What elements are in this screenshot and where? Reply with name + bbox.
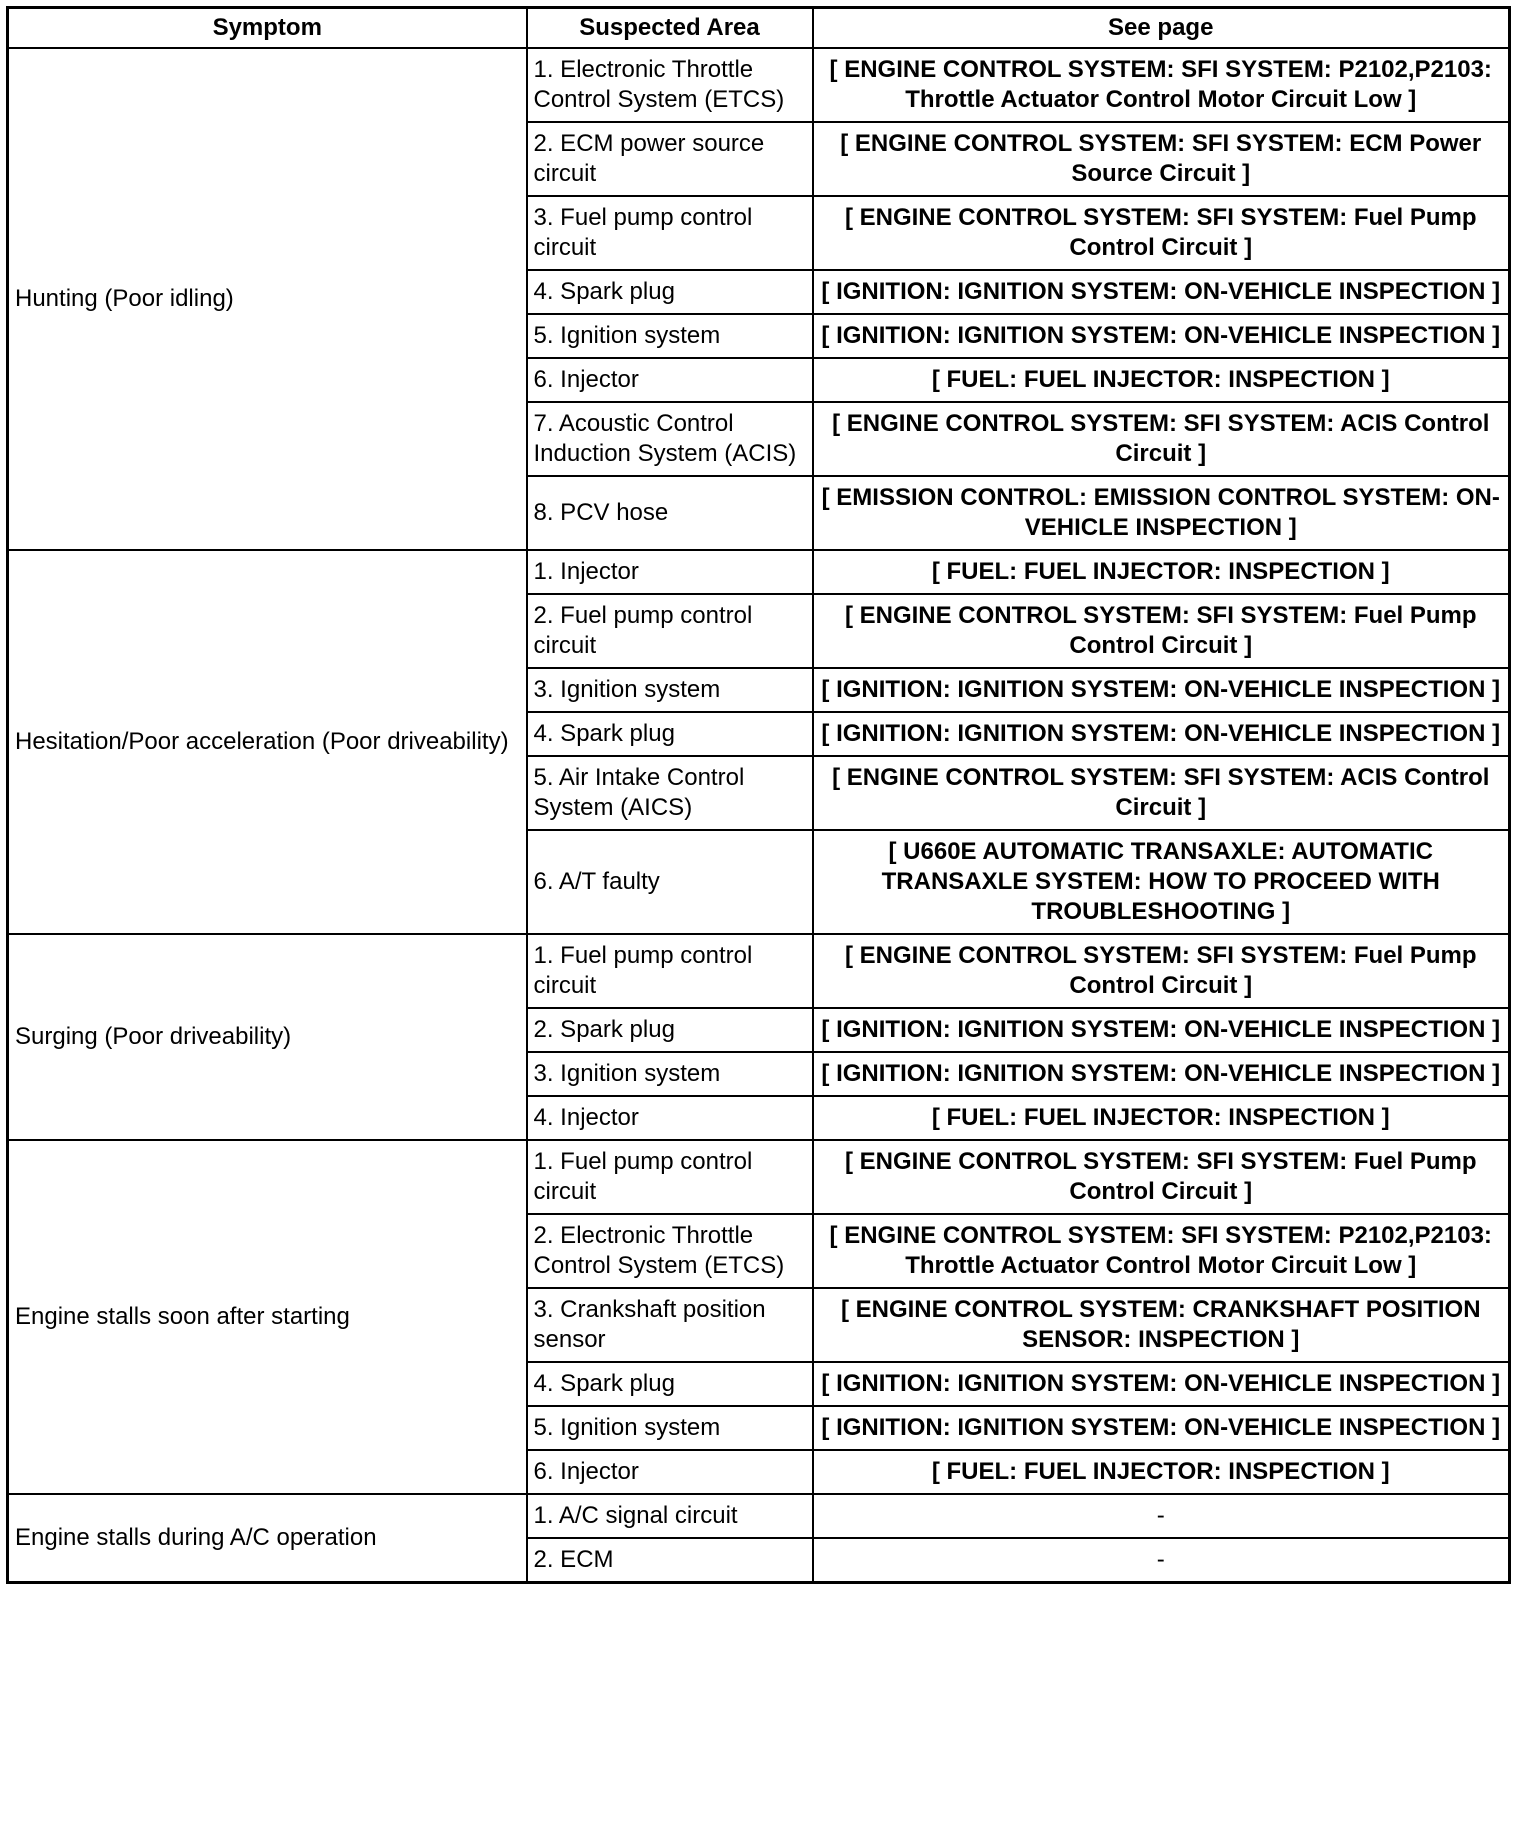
page bbox=[6, 6, 1511, 1584]
suspected-area-cell: 5. Ignition system bbox=[527, 314, 813, 358]
symptom-cell: Engine stalls during A/C operation bbox=[8, 1494, 527, 1583]
suspected-area-cell: 1. Electronic Throttle Control System (ETCS) bbox=[527, 48, 813, 122]
see-page-cell: [ FUEL: FUEL INJECTOR: INSPECTION ] bbox=[813, 550, 1510, 594]
see-page-cell: [ IGNITION: IGNITION SYSTEM: ON-VEHICLE INSPECTION ] bbox=[813, 712, 1510, 756]
suspected-area-cell: 3. Ignition system bbox=[527, 1052, 813, 1096]
see-page-cell: [ ENGINE CONTROL SYSTEM: SFI SYSTEM: ACIS Control Circuit ] bbox=[813, 756, 1510, 830]
table-row bbox=[8, 48, 1510, 122]
see-page-cell: [ IGNITION: IGNITION SYSTEM: ON-VEHICLE INSPECTION ] bbox=[813, 270, 1510, 314]
see-page-cell: [ ENGINE CONTROL SYSTEM: SFI SYSTEM: ACIS Control Circuit ] bbox=[813, 402, 1510, 476]
table-row bbox=[8, 934, 1510, 1008]
suspected-area-cell: 3. Fuel pump control circuit bbox=[527, 196, 813, 270]
see-page-cell: [ ENGINE CONTROL SYSTEM: CRANKSHAFT POSITION SENSOR: INSPECTION ] bbox=[813, 1288, 1510, 1362]
suspected-area-cell: 2. Electronic Throttle Control System (ETCS) bbox=[527, 1214, 813, 1288]
header-row bbox=[8, 8, 1510, 49]
suspected-area-cell: 1. Fuel pump control circuit bbox=[527, 934, 813, 1008]
see-page-cell: [ FUEL: FUEL INJECTOR: INSPECTION ] bbox=[813, 1450, 1510, 1494]
suspected-area-cell: 6. Injector bbox=[527, 1450, 813, 1494]
see-page-cell: [ IGNITION: IGNITION SYSTEM: ON-VEHICLE INSPECTION ] bbox=[813, 1052, 1510, 1096]
suspected-area-cell: 2. ECM bbox=[527, 1538, 813, 1583]
suspected-area-cell: 5. Ignition system bbox=[527, 1406, 813, 1450]
suspected-area-cell: 2. Spark plug bbox=[527, 1008, 813, 1052]
table-row bbox=[8, 550, 1510, 594]
suspected-area-cell: 4. Injector bbox=[527, 1096, 813, 1140]
symptom-cell: Hesitation/Poor acceleration (Poor driveability) bbox=[8, 550, 527, 934]
suspected-area-cell: 1. Injector bbox=[527, 550, 813, 594]
see-page-cell: [ ENGINE CONTROL SYSTEM: SFI SYSTEM: Fuel Pump Control Circuit ] bbox=[813, 934, 1510, 1008]
see-page-cell: [ ENGINE CONTROL SYSTEM: SFI SYSTEM: P2102,P2103: Throttle Actuator Control Motor Circuit Low ] bbox=[813, 1214, 1510, 1288]
see-page-cell: [ IGNITION: IGNITION SYSTEM: ON-VEHICLE INSPECTION ] bbox=[813, 668, 1510, 712]
see-page-cell: [ IGNITION: IGNITION SYSTEM: ON-VEHICLE INSPECTION ] bbox=[813, 1008, 1510, 1052]
suspected-area-cell: 1. Fuel pump control circuit bbox=[527, 1140, 813, 1214]
see-page-cell: [ ENGINE CONTROL SYSTEM: SFI SYSTEM: ECM Power Source Circuit ] bbox=[813, 122, 1510, 196]
header-suspected-area: Suspected Area bbox=[527, 8, 813, 49]
header-see-page: See page bbox=[813, 8, 1510, 49]
see-page-cell: - bbox=[813, 1538, 1510, 1583]
see-page-cell: [ IGNITION: IGNITION SYSTEM: ON-VEHICLE INSPECTION ] bbox=[813, 1362, 1510, 1406]
table-row bbox=[8, 1494, 1510, 1538]
suspected-area-cell: 6. A/T faulty bbox=[527, 830, 813, 934]
header-symptom: Symptom bbox=[8, 8, 527, 49]
suspected-area-cell: 4. Spark plug bbox=[527, 270, 813, 314]
see-page-cell: [ ENGINE CONTROL SYSTEM: SFI SYSTEM: Fuel Pump Control Circuit ] bbox=[813, 196, 1510, 270]
see-page-cell: - bbox=[813, 1494, 1510, 1538]
see-page-cell: [ IGNITION: IGNITION SYSTEM: ON-VEHICLE INSPECTION ] bbox=[813, 314, 1510, 358]
see-page-cell: [ FUEL: FUEL INJECTOR: INSPECTION ] bbox=[813, 358, 1510, 402]
table-body bbox=[8, 48, 1510, 1583]
see-page-cell: [ U660E AUTOMATIC TRANSAXLE: AUTOMATIC TRANSAXLE SYSTEM: HOW TO PROCEED WITH TROUBLESHOOTING ] bbox=[813, 830, 1510, 934]
symptom-cell: Surging (Poor driveability) bbox=[8, 934, 527, 1140]
symptom-cell: Engine stalls soon after starting bbox=[8, 1140, 527, 1494]
suspected-area-cell: 3. Ignition system bbox=[527, 668, 813, 712]
suspected-area-cell: 4. Spark plug bbox=[527, 712, 813, 756]
symptom-cell: Hunting (Poor idling) bbox=[8, 48, 527, 550]
see-page-cell: [ ENGINE CONTROL SYSTEM: SFI SYSTEM: P2102,P2103: Throttle Actuator Control Motor Circuit Low ] bbox=[813, 48, 1510, 122]
suspected-area-cell: 2. Fuel pump control circuit bbox=[527, 594, 813, 668]
suspected-area-cell: 8. PCV hose bbox=[527, 476, 813, 550]
see-page-cell: [ EMISSION CONTROL: EMISSION CONTROL SYSTEM: ON-VEHICLE INSPECTION ] bbox=[813, 476, 1510, 550]
see-page-cell: [ ENGINE CONTROL SYSTEM: SFI SYSTEM: Fuel Pump Control Circuit ] bbox=[813, 594, 1510, 668]
suspected-area-cell: 2. ECM power source circuit bbox=[527, 122, 813, 196]
see-page-cell: [ IGNITION: IGNITION SYSTEM: ON-VEHICLE INSPECTION ] bbox=[813, 1406, 1510, 1450]
see-page-cell: [ FUEL: FUEL INJECTOR: INSPECTION ] bbox=[813, 1096, 1510, 1140]
see-page-cell: [ ENGINE CONTROL SYSTEM: SFI SYSTEM: Fuel Pump Control Circuit ] bbox=[813, 1140, 1510, 1214]
troubleshooting-table bbox=[6, 6, 1511, 1584]
suspected-area-cell: 4. Spark plug bbox=[527, 1362, 813, 1406]
table-row bbox=[8, 1140, 1510, 1214]
suspected-area-cell: 1. A/C signal circuit bbox=[527, 1494, 813, 1538]
suspected-area-cell: 3. Crankshaft position sensor bbox=[527, 1288, 813, 1362]
suspected-area-cell: 5. Air Intake Control System (AICS) bbox=[527, 756, 813, 830]
suspected-area-cell: 6. Injector bbox=[527, 358, 813, 402]
suspected-area-cell: 7. Acoustic Control Induction System (ACIS) bbox=[527, 402, 813, 476]
